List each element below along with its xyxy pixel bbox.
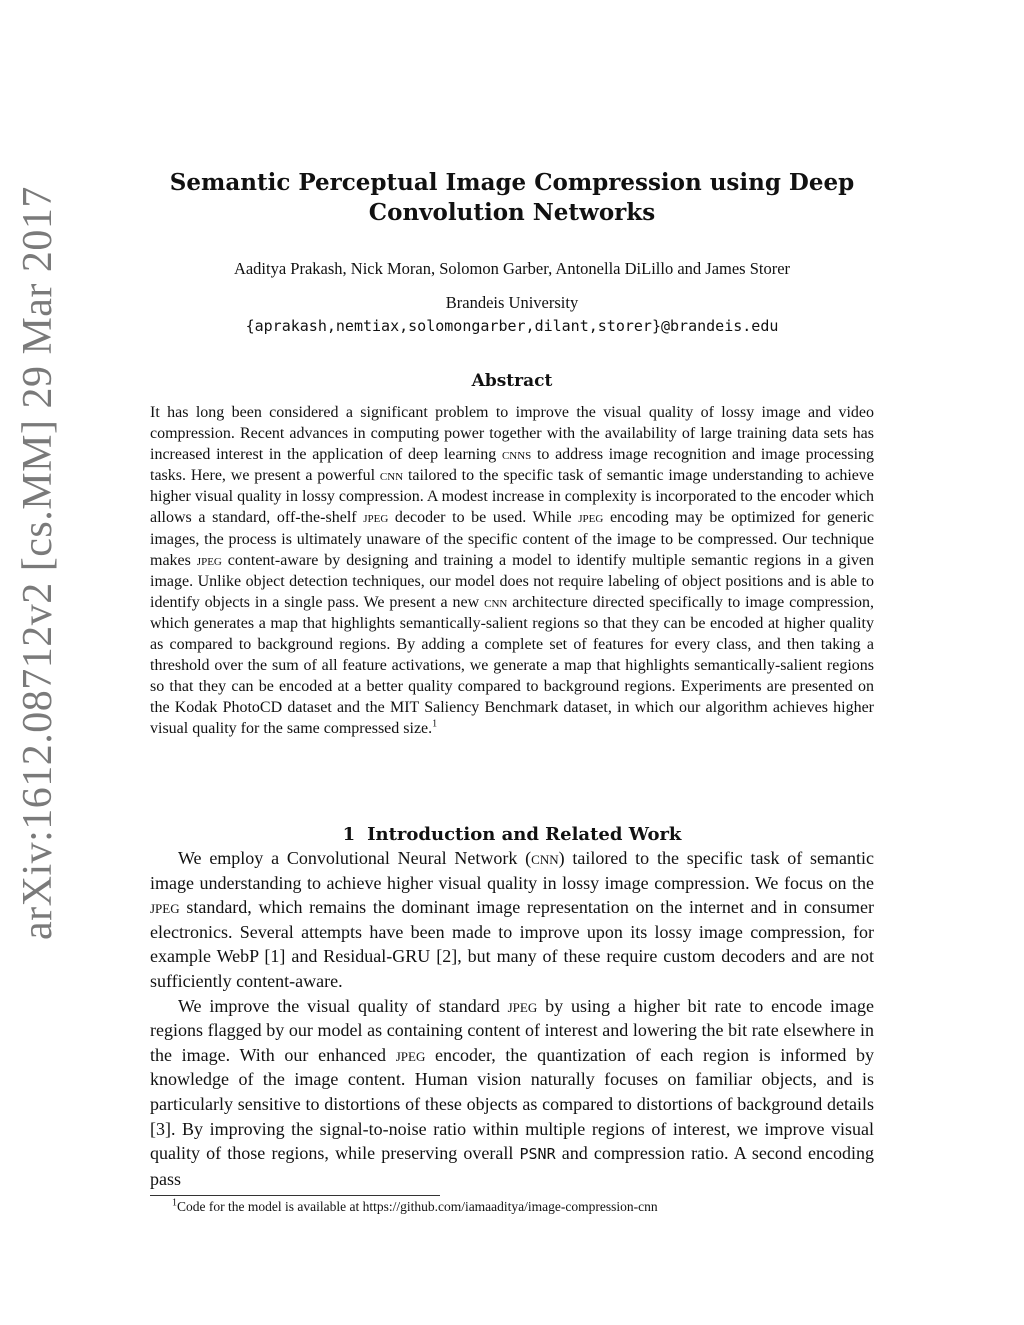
author-list: Aaditya Prakash, Nick Moran, Solomon Garber, Antonella DiLillo and James Storer: [233, 259, 791, 278]
title-line-1: Semantic Perceptual Image Compression using Deep: [169, 169, 855, 196]
body-text: and compression ratio. A second encoding pass: [150, 1143, 874, 1189]
acronym-jpeg: jpeg: [150, 897, 180, 918]
abstract-text: architecture directed specifically to image compression, which generates a map that highlights semantically-salient regions so that they can be encoded at higher quality as compared to background regions. By adding a complete set of features for every class, and then taking a threshold over the sum of all feature activations, we generate a map that highlights semantically-salient regions so that they can be encoded at a better quality compared to background regions. Experiments are presented on the Kodak PhotoCD dataset and the MIT Saliency Benchmark dataset, in which our algorithm achieves higher visual quality for the same compressed size.: [150, 593, 875, 738]
arxiv-identifier: arXiv:1612.08712v2 [cs.MM] 29 Mar 2017: [15, 186, 61, 940]
acronym-jpeg: jpeg: [578, 509, 604, 527]
introduction-body: [150, 846, 874, 1191]
section-title: Introduction and Related Work: [367, 824, 682, 845]
acronym-psnr: PSNR: [519, 1145, 556, 1164]
body-text: encoder, the quantization of each region is informed by knowledge of the image content. Human vision naturally focuses on familiar objects, and is particularly sensitive to distortions of these objects as compared to distortions of background details [3]. By improving the signal-to-noise ratio within multiple regions of interest, we improve visual quality of those regions, while preserving overall: [150, 1044, 874, 1164]
acronym-cnn: cnn: [484, 593, 508, 611]
body-text: We employ a Convolutional Neural Network (: [178, 848, 532, 868]
abstract-text: tailored to the specific task of semantic image understanding to achieve higher visual quality in lossy compression. A modest increase in complexity is incorporated to the encoder which allows a standard, off-the-shelf: [150, 467, 874, 527]
author-emails: {aprakash,nemtiax,solomongarber,dilant,storer}@brandeis.edu: [245, 317, 779, 335]
acronym-cnns: cnns: [501, 446, 532, 464]
footnote: [172, 1198, 872, 1216]
acronym-cnn: cnn: [379, 467, 404, 485]
footnote-text: Code for the model is available at https://github.com/iamaaditya/image-compression-cnn: [177, 1199, 658, 1214]
acronym-jpeg: jpeg: [507, 995, 538, 1016]
title-line-2: Convolution Networks: [368, 199, 656, 226]
paragraph: [150, 846, 874, 994]
abstract-text: to address image recognition and image processing tasks. Here, we present a powerful: [150, 446, 875, 485]
section-heading: [150, 824, 874, 845]
body-text: We improve the visual quality of standard: [178, 995, 508, 1016]
footnote-marker: 1: [432, 719, 438, 731]
footnote-number: 1: [172, 1197, 177, 1209]
body-text: ) tailored to the specific task of semantic image understanding to achieve higher visual quality in lossy image compression. We focus on the: [150, 848, 874, 893]
body-text: standard, which remains the dominant image representation on the internet and in consumer electronics. Several attempts have been made to improve upon its lossy image compression, for example WebP [1] and Residual-GRU [2], but many of these require custom decoders and are not sufficiently content-aware.: [150, 897, 874, 991]
section-number: 1: [342, 824, 356, 845]
acronym-jpeg: jpeg: [395, 1044, 426, 1065]
abstract-body: [150, 402, 874, 740]
acronym-jpeg: jpeg: [196, 551, 222, 569]
footnote-divider: [150, 1195, 440, 1196]
abstract-text: decoder to be used. While: [388, 509, 579, 527]
body-text: by using a higher bit rate to encode image regions flagged by our model as containing content of interest and lowering the bit rate elsewhere in the image. With our enhanced: [150, 995, 874, 1065]
abstract-text: encoding may be optimized for generic images, the process is ultimately unaware of the specific content of the image to be compressed. Our technique makes: [150, 509, 875, 569]
acronym-cnn: cnn: [531, 848, 559, 868]
paper-title: [150, 168, 874, 228]
abstract-heading: Abstract: [471, 371, 553, 391]
affiliation: Brandeis University: [445, 293, 579, 312]
abstract-text: content-aware by designing and training a model to identify multiple semantic regions in a given image. Unlike object detection techniques, our model does not require labeling of object positions and is able to identify objects in a single pass. We present a new: [150, 551, 875, 611]
abstract-text: It has long been considered a significant problem to improve the visual quality of lossy image and video compression. Recent advances in computing power together with the availability of large training data sets has increased interest in the application of deep learning: [150, 404, 874, 464]
paragraph: [150, 994, 874, 1192]
acronym-jpeg: jpeg: [363, 509, 389, 527]
